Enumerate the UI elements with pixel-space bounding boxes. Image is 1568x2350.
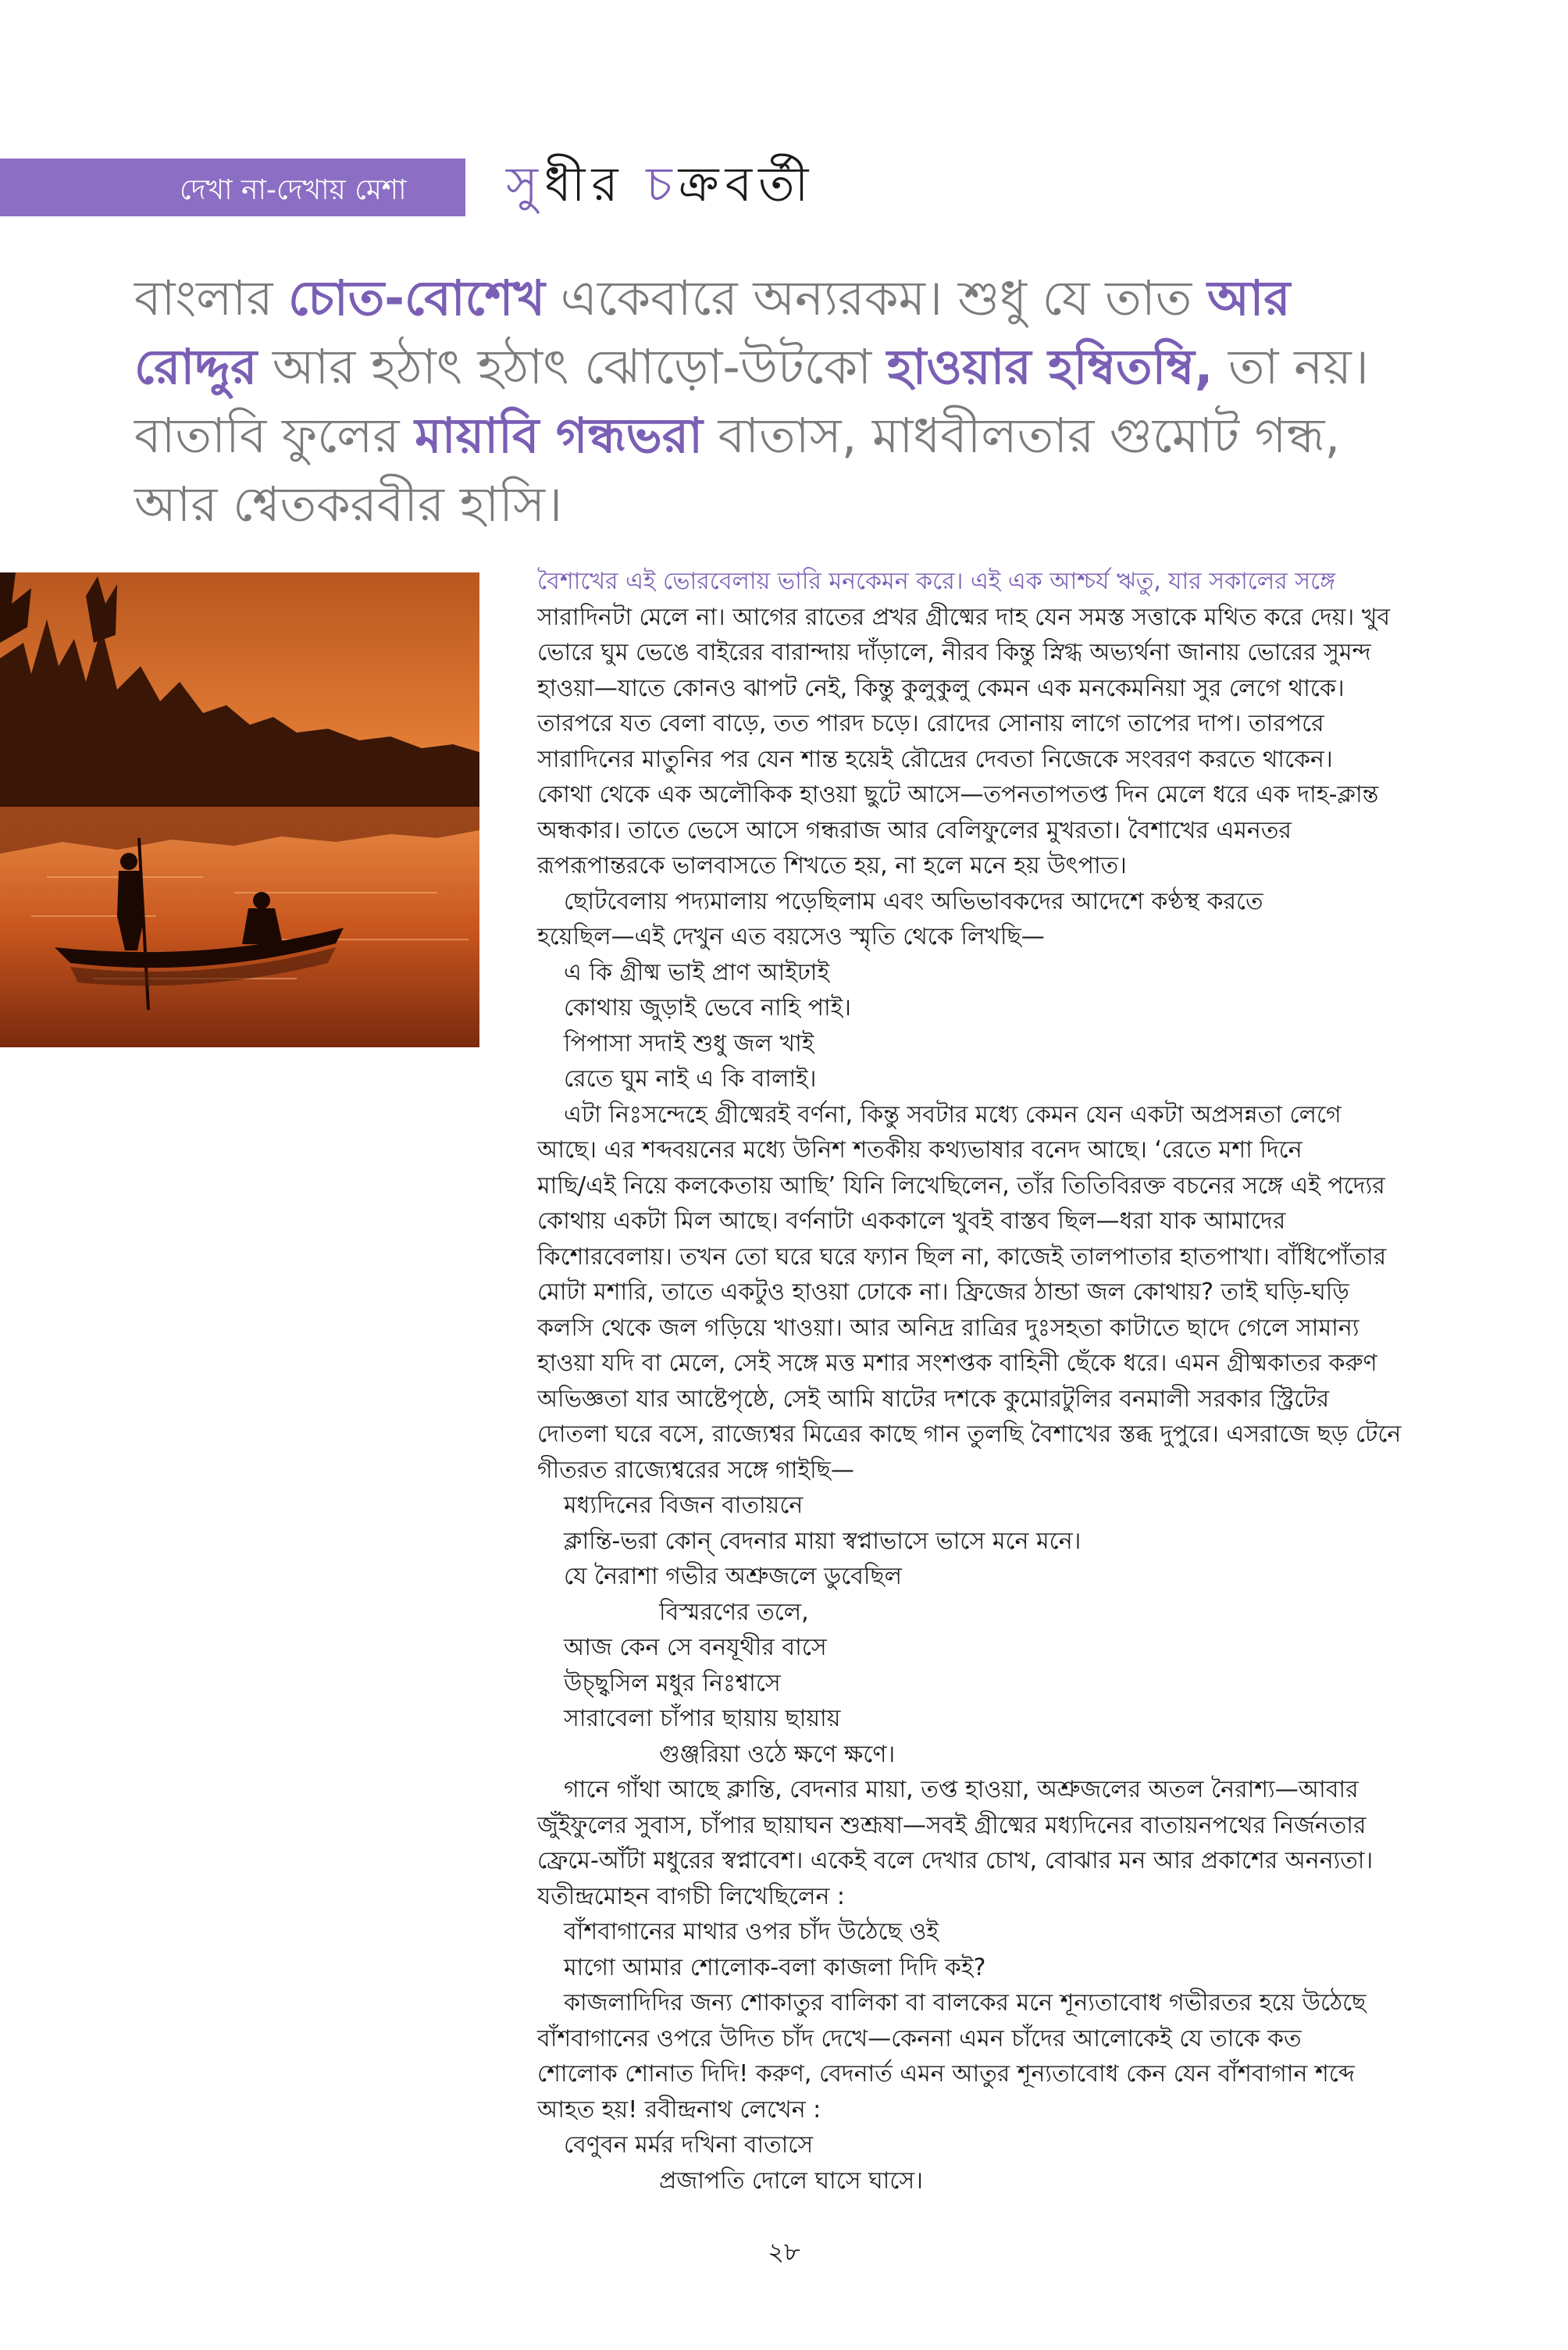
intro-emphasis: মায়াবি গন্ধভরা (415, 407, 703, 464)
text-line: ছোটবেলায় পদ্যমালায় পড়েছিলাম এবং অভিভাবকদের আদেশে কণ্ঠস্থ করতে (564, 887, 1263, 915)
text-line: হাওয়া যদি বা মেলে, সেই সঙ্গে মত্ত মশার সংশপ্তক বাহিনী ছেঁকে ধরে। এমন গ্রীষ্মকাতর করুণ (537, 1350, 1377, 1377)
text-line: পিপাসা সদাই শুধু জল খাই (564, 1029, 814, 1057)
text-line: হয়েছিল—এই দেখুন এত বয়সেও স্মৃতি থেকে লিখছি— (537, 923, 1045, 950)
intro-emphasis: চোত-বোশেখ (288, 269, 545, 326)
boat-sunset-image (0, 572, 479, 1047)
text-line: ফ্রেমে-আঁটা মধুরের স্বপ্নাবেশ। একেই বলে দেখার চোখ, বোঝার মন আর প্রকাশের অনন্যতা। (537, 1847, 1374, 1874)
intro-text: বাতাবি ফুলের (134, 407, 415, 464)
text-line: তারপরে যত বেলা বাড়ে, তত পারদ চড়ে। রোদের সোনায় লাগে তাপের দাপ। তারপরে (537, 710, 1324, 737)
text-line: যে নৈরাশা গভীর অশ্রুজলে ডুবেছিল (564, 1563, 903, 1590)
text-line: আছে। এর শব্দবয়নের মধ্যে উনিশ শতকীয় কথ্যভাষার বনেদ আছে। ‘রেতে মশা দিনে (537, 1136, 1303, 1164)
section-label: দেখা না-দেখায় মেশা (180, 174, 407, 206)
text-line: শোলোক শোনাত দিদি! করুণ, বেদনার্ত এমন আতুর শূন্যতাবোধ কেন যেন বাঁশবাগান শব্দে (537, 2060, 1355, 2088)
intro-emphasis: আর (1206, 269, 1291, 326)
text-line: প্রজাপতি দোলে ঘাসে ঘাসে। (659, 2166, 923, 2195)
intro-text: আর শ্বেতকরবীর হাসি। (134, 476, 563, 533)
author-last-initial: চ (646, 155, 679, 212)
text-line: অন্ধকার। তাতে ভেসে আসে গন্ধরাজ আর বেলিফুলের মুখরতা। বৈশাখের এমনতর (537, 816, 1292, 844)
intro-line (134, 264, 1462, 333)
author-first-initial: সু (506, 155, 544, 212)
intro-line (134, 401, 1462, 470)
text-line: বাঁশবাগানের ওপরে উদিত চাঁদ দেখে—কেননা এমন চাঁদের আলোকেই যে তাকে কত (537, 2024, 1302, 2052)
text-line: মাগো আমার শোলোক-বলা কাজলা দিদি কই? (564, 1953, 986, 1981)
text-line: কোথায় জুড়াই ভেবে নাহি পাই। (564, 994, 851, 1022)
text-line: এটা নিঃসন্দেহে গ্রীষ্মেরই বর্ণনা, কিন্তু সবটার মধ্যে কেমন যেন একটা অপ্রসন্নতা লেগে (564, 1100, 1342, 1129)
text-line: এ কি গ্রীষ্ম ভাই প্রাণ আইঢাই (564, 958, 830, 986)
text-line: গীতরত রাজ্যেশ্বরের সঙ্গে গাইছি— (537, 1456, 854, 1484)
text-line: সারাবেলা চাঁপার ছায়ায় ছায়ায় (564, 1705, 841, 1732)
text-line: আহত হয়! রবীন্দ্রনাথ লেখেন : (537, 2095, 821, 2124)
intro-line (134, 333, 1462, 401)
body-text (537, 564, 1443, 2198)
text-line: কিশোরবেলায়। তখন তো ঘরে ঘরে ফ্যান ছিল না, কাজেই তালপাতার হাতপাখা। বাঁধিপোঁতার (537, 1243, 1387, 1271)
author-last-rest: ক্রবর্তী (678, 155, 815, 212)
text-line: দোতলা ঘরে বসে, রাজ্যেশ্বর মিত্রের কাছে গান তুলছি বৈশাখের স্তব্ধ দুপুরে। এসরাজে ছড় টেনে (537, 1421, 1402, 1448)
intro-line (134, 470, 1462, 539)
text-line: গানে গাঁথা আছে ক্লান্তি, বেদনার মায়া, তপ্ত হাওয়া, অশ্রুজলের অতল নৈরাশ্য—আবার (564, 1776, 1359, 1803)
text-line: কলসি থেকে জল গড়িয়ে খাওয়া। আর অনিদ্র রাত্রির দুঃসহতা কাটাতে ছাদে গেলে সামান্য (537, 1314, 1360, 1342)
intro-emphasis: হাওয়ার হম্বিতম্বি, (886, 338, 1213, 395)
intro-text: বাংলার (134, 269, 289, 326)
intro-text: একেবারে অন্যরকম। শুধু যে তাত (544, 269, 1207, 326)
text-line: যতীন্দ্রমোহন বাগচী লিখেছিলেন : (537, 1882, 846, 1910)
text-line: রেতে ঘুম নাই এ কি বালাই। (564, 1065, 817, 1093)
text-line: বিস্মরণের তলে, (659, 1598, 809, 1626)
text-line: বাঁশবাগানের মাথার ওপর চাঁদ উঠেছে ওই (564, 1918, 939, 1945)
text-line: ক্লান্তি-ভরা কোন্ বেদনার মায়া স্বপ্নাভাসে ভাসে মনে মনে। (564, 1527, 1082, 1555)
text-line: মোটা মশারি, তাতে একটুও হাওয়া ঢোকে না। ফ্রিজের ঠান্ডা জল কোথায়? তাই ঘড়ি-ঘড়ি (537, 1278, 1349, 1306)
text-line: কাজলাদিদির জন্য শোকাতুর বালিকা বা বালকের মনে শূন্যতাবোধ গভীরতর হয়ে উঠেছে (564, 1989, 1367, 2017)
intro-text: তা নয়। (1213, 338, 1369, 395)
text-line: ভোরে ঘুম ভেঙে বাইরের বারান্দায় দাঁড়ালে, নীরব কিন্তু স্নিগ্ধ অভ্যর্থনা জানায় ভোরের সুমন্দ (537, 639, 1371, 666)
text-line: সারাদিনের মাতুনির পর যেন শান্ত হয়েই রৌদ্রের দেবতা নিজেকে সংবরণ করতে থাকেন। (537, 745, 1333, 773)
text-line: রূপরূপান্তরকে ভালবাসতে শিখতে হয়, না হলে মনে হয় উৎপাত। (537, 852, 1127, 879)
intro-paragraph (134, 264, 1462, 539)
page-number: ২৮ (768, 2237, 800, 2266)
text-line: সারাদিনটা মেলে না। আগের রাতের প্রখর গ্রীষ্মের দাহ যেন সমস্ত সত্তাকে মথিত করে দেয়। খুব (537, 603, 1391, 631)
text-line: আজ কেন সে বনযূথীর বাসে (564, 1634, 827, 1661)
text-line: উচ্ছ্বসিল মধুর নিঃশ্বাসে (564, 1669, 781, 1697)
author-name (506, 153, 814, 216)
intro-emphasis: রোদ্দুর (134, 338, 258, 395)
text-line: কোথায় একটা মিল আছে। বর্ণনাটা এককালে খুবই বাস্তব ছিল—ধরা যাক আমাদের (537, 1207, 1286, 1235)
lead-line: বৈশাখের এই ভোরবেলায় ভারি মনকেমন করে। এই এক আশ্চর্য ঋতু, যার সকালের সঙ্গে (537, 568, 1336, 595)
text-line: বেণুবন মর্মর দখিনা বাতাসে (564, 2131, 814, 2159)
text-line: মধ্যদিনের বিজন বাতায়নে (564, 1492, 804, 1519)
text-line: মাছি/এই নিয়ে কলকেতায় আছি’ যিনি লিখেছিলেন, তাঁর তিতিবিরক্ত বচনের সঙ্গে এই পদ্যের (537, 1171, 1385, 1200)
text-line: হাওয়া—যাতে কোনও ঝাপট নেই, কিন্তু কুলুকুলু কেমন এক মনকেমনিয়া সুর লেগে থাকে। (537, 674, 1345, 702)
text-line: জুঁইফুলের সুবাস, চাঁপার ছায়াঘন শুশ্রূষা—সবই গ্রীষ্মের মধ্যদিনের বাতায়নপথের নির্জনতার (537, 1811, 1367, 1839)
intro-text: আর হঠাৎ হঠাৎ ঝোড়ো-উটকো (257, 338, 887, 395)
text-line: অভিজ্ঞতা যার আষ্টেপৃষ্ঠে, সেই আমি ষাটের দশকে কুমোরটুলির বনমালী সরকার স্ট্রিটের (537, 1385, 1330, 1413)
text-line: কোথা থেকে এক অলৌকিক হাওয়া ছুটে আসে—তপনতাপতপ্ত দিন মেলে ধরে এক দাহ-ক্লান্ত (537, 781, 1379, 808)
text-line: গুঞ্জরিয়া ওঠে ক্ষণে ক্ষণে। (659, 1740, 896, 1768)
author-first-rest: ধীর (543, 155, 625, 212)
intro-text: বাতাস, মাধবীলতার গুমোট গন্ধ, (702, 407, 1341, 464)
